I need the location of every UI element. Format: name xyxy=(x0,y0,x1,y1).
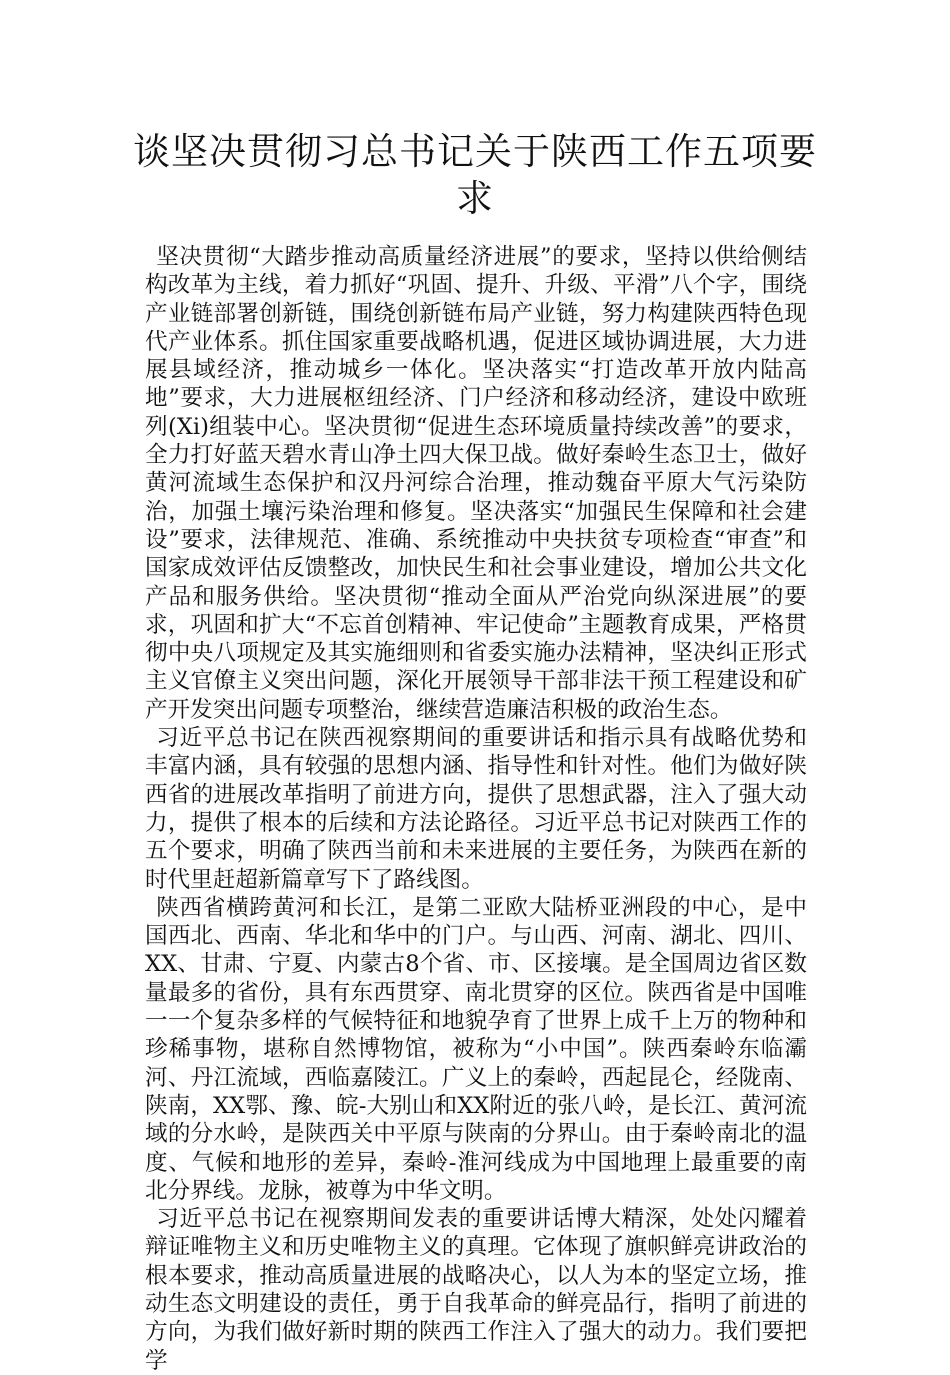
paragraph-3: 陕西省横跨黄河和长江，是第二亚欧大陆桥亚洲段的中心，是中国西北、西南、华北和华中的门户。与山西、河南、湖北、四川、XX、甘肃、宁夏、内蒙古8个省、市、区接壤。是全国周边省区数量最多的省份，具有东西贯穿、南北贯穿的区位。陕西省是中国唯一一个复杂多样的气候特征和地貌孕育了世界上成千上万的物种和珍稀事物，堪称自然博物馆，被称为“小中国”。陕西秦岭东临灞河、丹江流域，西临嘉陵江。广义上的秦岭，西起昆仑，经陇南、陕南，XX鄂、豫、皖-大别山和XX附近的张八岭，是长江、黄河流域的分水岭，是陕西关中平原与陕南的分界山。由于秦岭南北的温度、气候和地形的差异，秦岭-淮河线成为中国地理上最重要的南北分界线。龙脉，被尊为中华文明。 xyxy=(145,894,807,1204)
paragraph-1: 坚决贯彻“大踏步推动高质量经济进展”的要求，坚持以供给侧结构改革为主线，着力抓好“巩固、提升、升级、平滑”八个字，围绕产业链部署创新链，围绕创新链布局产业链，努力构建陕西特色现代产业体系。抓住国家重要战略机遇，促进区域协调进展，大力进展县域经济，推动城乡一体化。坚决落实“打造改革开放内陆高地”要求，大力进展枢纽经济、门户经济和移动经济，建设中欧班列(Xi)组装中心。坚决贯彻“促进生态环境质量持续改善”的要求，全力打好蓝天碧水青山净土四大保卫战。做好秦岭生态卫士，做好黄河流域生态保护和汉丹河综合治理，推动魏奋平原大气污染防治，加强土壤污染治理和修复。坚决落实“加强民生保障和社会建设”要求，法律规范、准确、系统推动中央扶贫专项检查“审查”和国家成效评估反馈整改，加快民生和社会事业建设，增加公共文化产品和服务供给。坚决贯彻“推动全面从严治党向纵深进展”的要求，巩固和扩大“不忘首创精神、牢记使命”主题教育成果，严格贯彻中央八项规定及其实施细则和省委实施办法精神，坚决纠正形式主义官僚主义突出问题，深化开展领导干部非法干预工程建设和矿产开发突出问题专项整治，继续营造廉洁积极的政治生态。 xyxy=(145,244,807,723)
paragraph-4: 习近平总书记在视察期间发表的重要讲话博大精深，处处闪耀着辩证唯物主义和历史唯物主义的真理。它体现了旗帜鲜亮讲政治的根本要求，推动高质量进展的战略决心，以人为本的坚定立场，推动生态文明建设的责任，勇于自我革命的鲜亮品行，指明了前进的方向，为我们做好新时期的陕西工作注入了强大的动力。我们要把学 xyxy=(145,1206,807,1374)
document-title: 谈坚决贯彻习总书记关于陕西工作五项要求 xyxy=(133,130,817,220)
paragraph-2: 习近平总书记在陕西视察期间的重要讲话和指示具有战略优势和丰富内涵，具有较强的思想内涵、指导性和针对性。他们为做好陕西省的进展改革指明了前进方向，提供了思想武器，注入了强大动力，提供了根本的后续和方法论路径。习近平总书记对陕西工作的五个要求，明确了陕西当前和未来进展的主要任务，为陕西在新的时代里赶超新篇章写下了路线图。 xyxy=(145,725,807,893)
document-body xyxy=(145,243,807,1375)
